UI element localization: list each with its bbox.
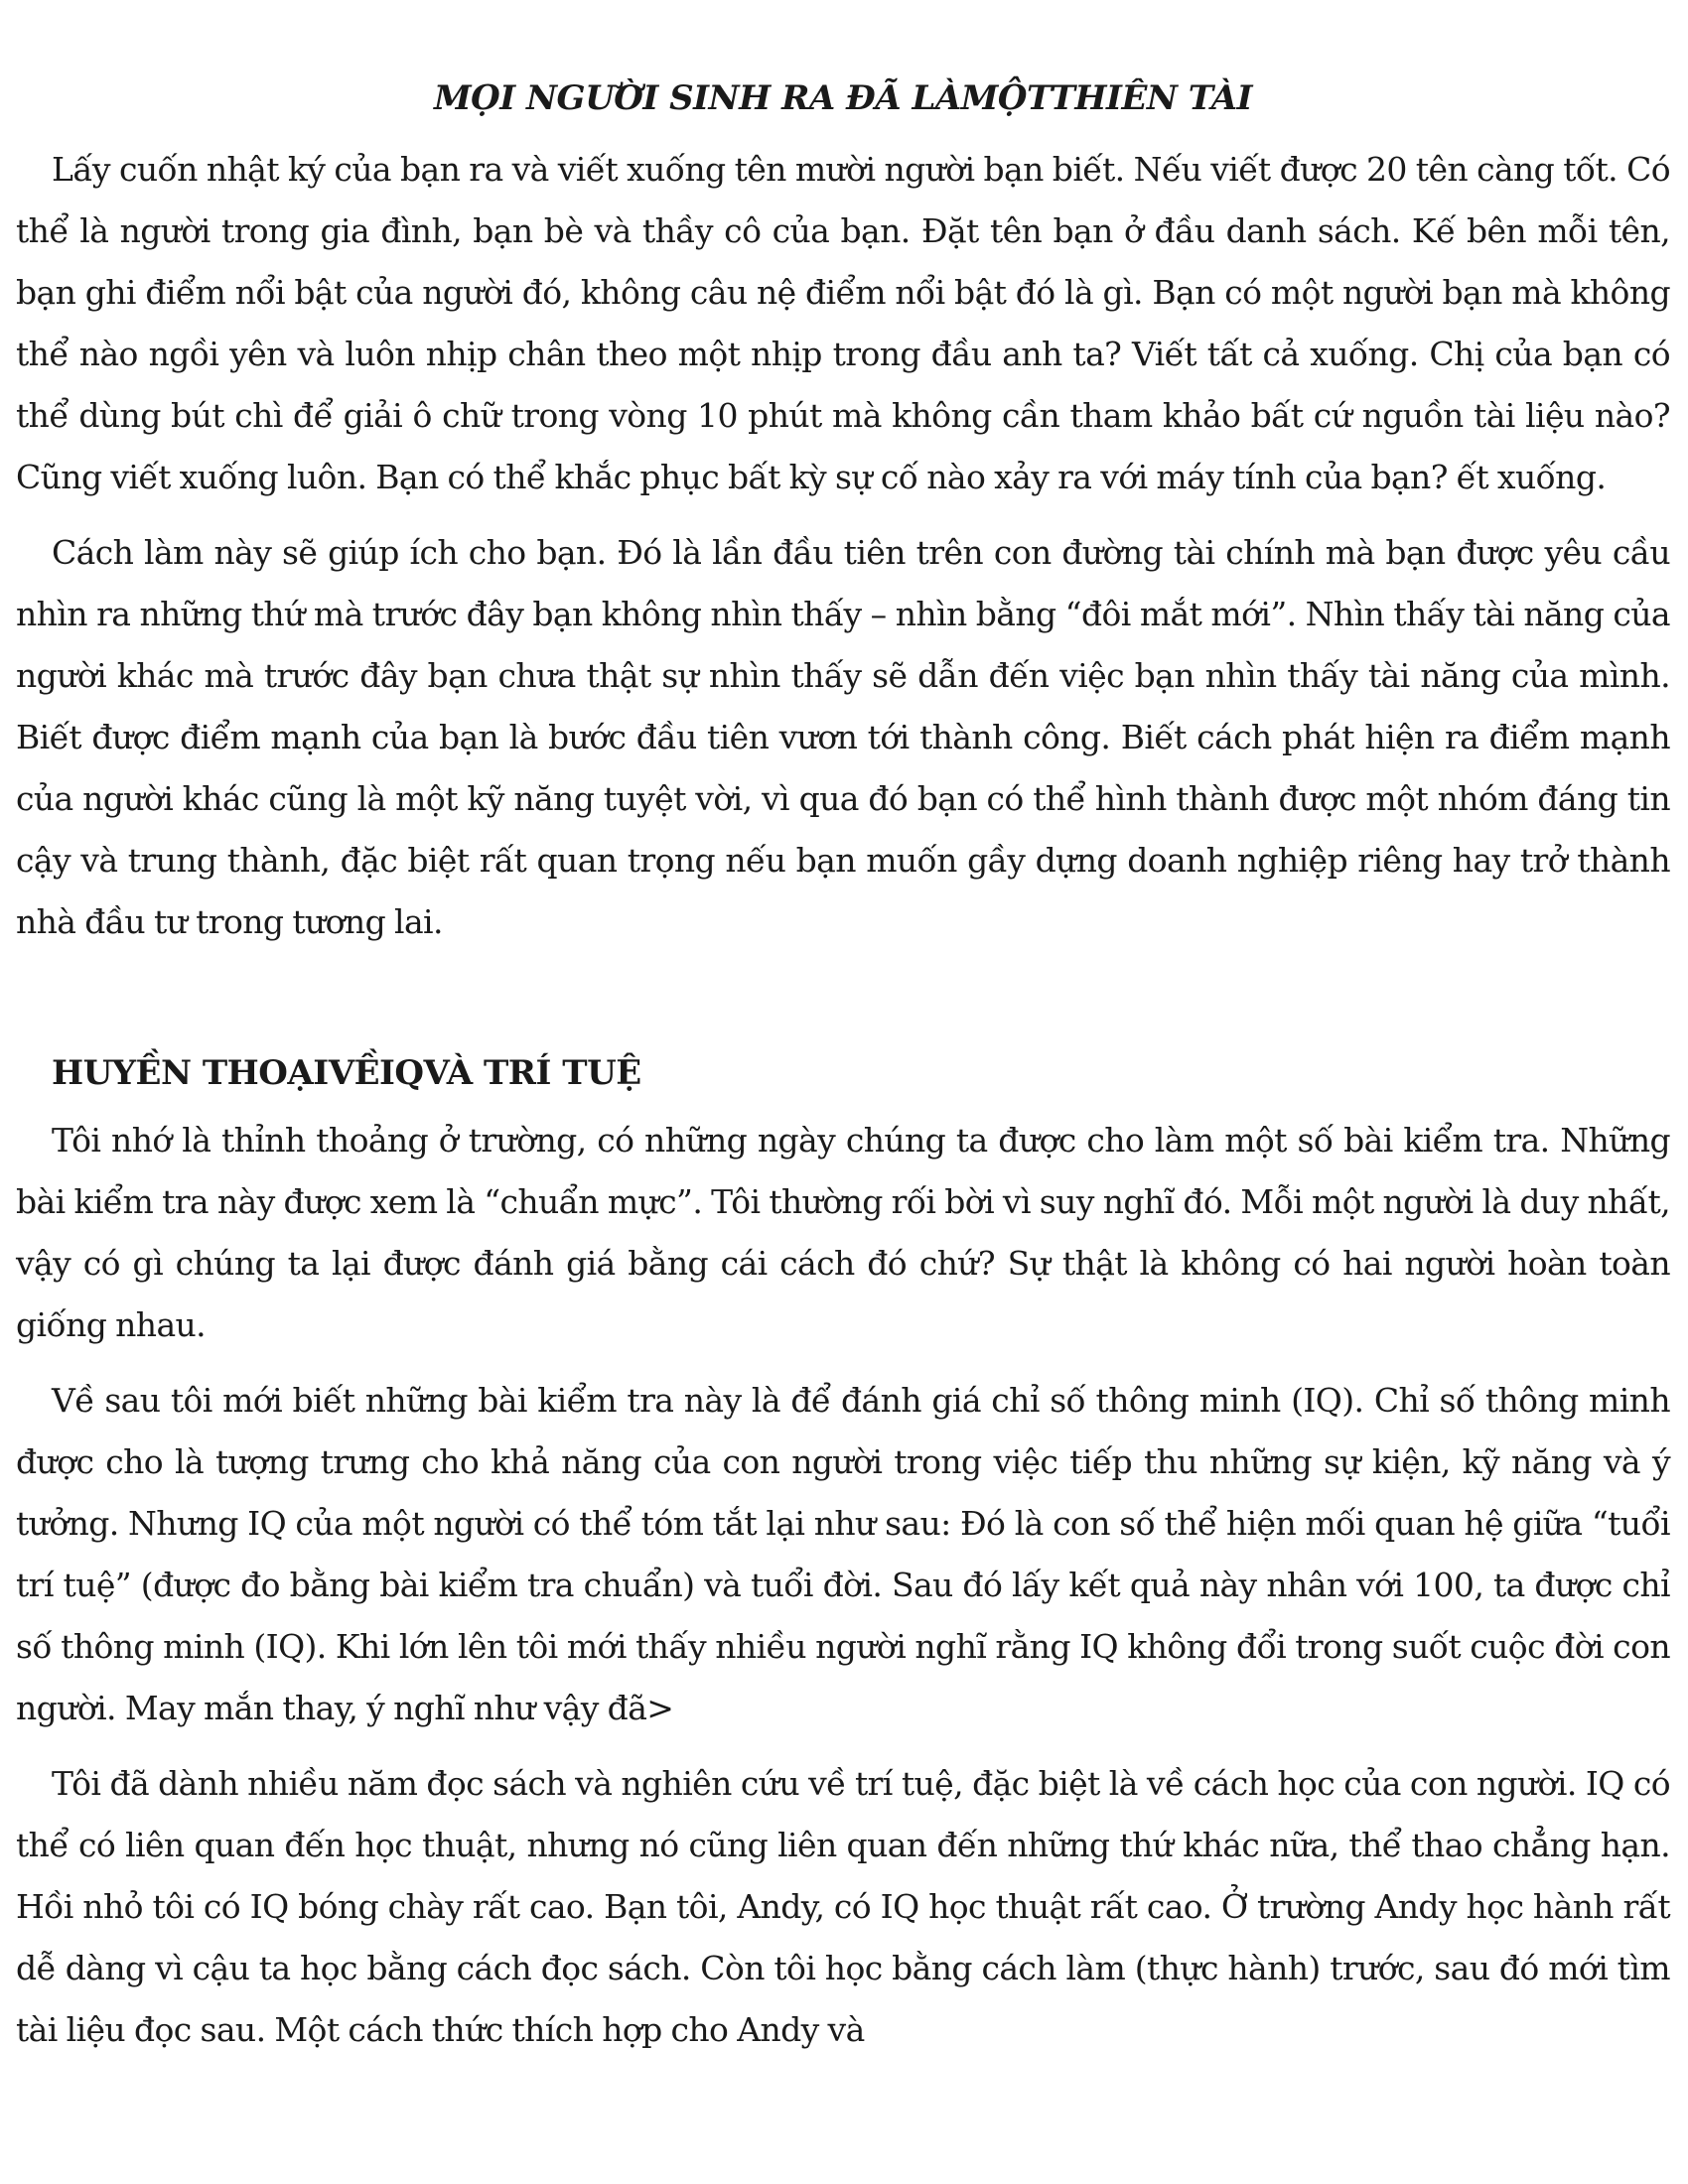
body-paragraph: Tôi nhớ là thỉnh thoảng ở trường, có những ngày chúng ta được cho làm một số bài kiểm tra. Những bài kiểm tra này được xem là “chuẩn mực”. Tôi thường rối bời vì suy nghĩ đó. Mỗi một người là duy nhất, vậy có gì chúng ta lại được đánh giá bằng cái cách đó chứ? Sự thật là không có hai người hoàn toàn giống nhau. [16,1121,1670,1344]
body-paragraph: Về sau tôi mới biết những bài kiểm tra này là để đánh giá chỉ số thông minh (IQ). Chỉ số thông minh được cho là tượng trưng cho khả năng của con người trong việc tiếp thu những sự kiện, kỹ năng và ý tưởng. Nhưng IQ của một người có thể tóm tắt lại như sau: Đó là con số thể hiện mối quan hệ giữa “tuổi trí tuệ” (được đo bằng bài kiểm tra chuẩn) và tuổi đời. Sau đó lấy kết quả này nhân với 100, ta được chỉ số thông minh (IQ). Khi lớn lên tôi mới thấy nhiều người nghĩ rằng IQ không đổi trong suốt cuộc đời con người. May mắn thay, ý nghĩ như vậy đã> [16,1381,1670,1727]
body-paragraph: Cách làm này sẽ giúp ích cho bạn. Đó là lần đầu tiên trên con đường tài chính mà bạn được yêu cầu nhìn ra những thứ mà trước đây bạn không nhìn thấy – nhìn bằng “đôi mắt mới”. Nhìn thấy tài năng của người khác mà trước đây bạn chưa thật sự nhìn thấy sẽ dẫn đến việc bạn nhìn thấy tài năng của mình. Biết được điểm mạnh của bạn là bước đầu tiên vươn tới thành công. Biết cách phát hiện ra điểm mạnh của người khác cũng là một kỹ năng tuyệt vời, vì qua đó bạn có thể hình thành được một nhóm đáng tin cậy và trung thành, đặc biệt rất quan trọng nếu bạn muốn gầy dựng doanh nghiệp riêng hay trở thành nhà đầu tư trong tương lai. [16,533,1670,941]
body-paragraph: Tôi đã dành nhiều năm đọc sách và nghiên cứu về trí tuệ, đặc biệt là về cách học của con người. IQ có thể có liên quan đến học thuật, nhưng nó cũng liên quan đến những thứ khác nữa, thể thao chẳng hạn. Hồi nhỏ tôi có IQ bóng chày rất cao. Bạn tôi, Andy, có IQ học thuật rất cao. Ở trường Andy học hành rất dễ dàng vì cậu ta học bằng cách đọc sách. Còn tôi học bằng cách làm (thực hành) trước, sau đó mới tìm tài liệu đọc sau. Một cách thức thích hợp cho Andy và [16,1764,1670,2049]
body-paragraph: Lấy cuốn nhật ký của bạn ra và viết xuống tên mười người bạn biết. Nếu viết được 20 tên càng tốt. Có thể là người trong gia đình, bạn bè và thầy cô của bạn. Đặt tên bạn ở đầu danh sách. Kế bên mỗi tên, bạn ghi điểm nổi bật của người đó, không câu nệ điểm nổi bật đó là gì. Bạn có một người bạn mà không thể nào ngồi yên và luôn nhịp chân theo một nhịp trong đầu anh ta? Viết tất cả xuống. Chị của bạn có thể dùng bút chì để giải ô chữ trong vòng 10 phút mà không cần tham khảo bất cứ nguồn tài liệu nào? Cũng viết xuống luôn. Bạn có thể khắc phục bất kỳ sự cố nào xảy ra với máy tính của bạn? ết xuống. [16,150,1670,496]
page-title: MỌI NGƯỜI SINH RA ĐÃ LÀMỘTTHIÊN TÀI [433,78,1253,118]
document-page [16,71,1670,2075]
section-heading: HUYỀN THOẠIVỀIQVÀ TRÍ TUỆ [52,1053,641,1093]
